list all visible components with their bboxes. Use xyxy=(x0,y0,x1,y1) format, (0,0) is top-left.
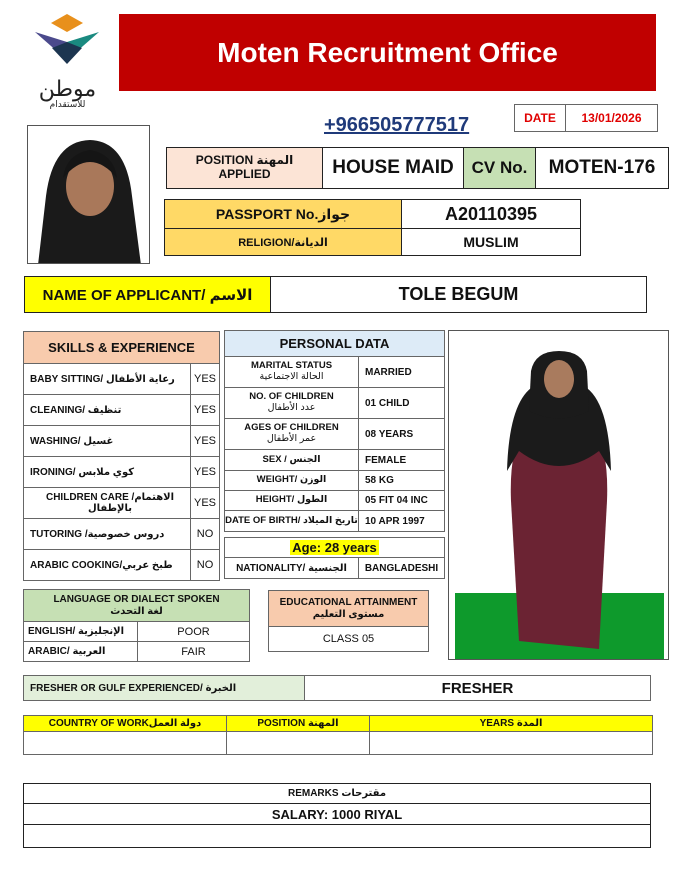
religion-value: MUSLIM xyxy=(401,228,581,256)
experience-value: FRESHER xyxy=(304,675,651,701)
personal-label: HEIGHT/ الطول xyxy=(224,490,359,511)
personal-data-title: PERSONAL DATA xyxy=(224,330,445,357)
personal-value: 01 CHILD xyxy=(358,387,445,419)
personal-label: NO. OF CHILDREN عدد الأطفال xyxy=(224,387,359,419)
skill-value: NO xyxy=(190,518,220,550)
col-years: YEARS المدة xyxy=(369,715,653,732)
name-label: NAME OF APPLICANT/ الاسم xyxy=(24,276,271,313)
logo-arabic-sub: للاستقدام xyxy=(49,99,86,109)
personal-value: 10 APR 1997 xyxy=(358,510,445,532)
personal-value: 58 KG xyxy=(358,470,445,491)
position-value: HOUSE MAID xyxy=(322,147,464,189)
language-label: ENGLISH/ الإنجليزية xyxy=(23,621,138,642)
skill-value: YES xyxy=(190,456,220,488)
language-title: LANGUAGE OR DIALECT SPOKEN لغة التحدث xyxy=(23,589,250,622)
logo-mark-icon xyxy=(30,12,105,74)
language-value: FAIR xyxy=(137,641,250,662)
language-label: ARABIC/ العربية xyxy=(23,641,138,662)
skill-label: CLEANING/ تنظيف xyxy=(23,394,191,426)
name-value: TOLE BEGUM xyxy=(270,276,647,313)
remarks-empty-row[interactable] xyxy=(23,824,651,848)
personal-value: FEMALE xyxy=(358,449,445,471)
position-label: POSITION المهنة APPLIED xyxy=(166,147,323,189)
age-cell xyxy=(224,537,445,558)
skill-label: ARABIC COOKING/طبخ عربي xyxy=(23,549,191,581)
work-years-cell[interactable] xyxy=(369,731,653,755)
cv-value: MOTEN-176 xyxy=(535,147,669,189)
skill-value: YES xyxy=(190,394,220,426)
skill-value: YES xyxy=(190,425,220,457)
education-value: CLASS 05 xyxy=(268,626,429,652)
age-value: Age: 28 years xyxy=(292,540,377,555)
logo-arabic: موطن xyxy=(38,76,97,101)
skill-value: NO xyxy=(190,549,220,581)
skill-label: BABY SITTING/ رعاية الأطفال xyxy=(23,363,191,395)
nationality-value: BANGLADESHI xyxy=(358,557,445,579)
skill-label: WASHING/ غسيل xyxy=(23,425,191,457)
religion-label: RELIGION/الديانة xyxy=(164,228,402,256)
salary-value: SALARY: 1000 RIYAL xyxy=(23,803,651,825)
personal-label: AGES OF CHILDREN عمر الأطفال xyxy=(224,418,359,450)
skill-label: CHILDREN CARE /الاهتمام بالإطفال xyxy=(23,487,191,519)
skill-label: IRONING/ كوي ملابس xyxy=(23,456,191,488)
applicant-full-body-photo xyxy=(448,330,669,660)
date-value: 13/01/2026 xyxy=(565,104,658,132)
applicant-portrait-photo xyxy=(27,125,150,264)
personal-value: MARRIED xyxy=(358,356,445,388)
work-position-cell[interactable] xyxy=(226,731,370,755)
passport-value: A20110395 xyxy=(401,199,581,229)
personal-label: WEIGHT/ الوزن xyxy=(224,470,359,491)
nationality-label: NATIONALITY/ الجنسية xyxy=(224,557,359,579)
passport-label: PASSPORT No.جواز xyxy=(164,199,402,229)
work-country-cell[interactable] xyxy=(23,731,227,755)
language-value: POOR xyxy=(137,621,250,642)
personal-value: 08 YEARS xyxy=(358,418,445,450)
remarks-title: REMARKS مقترحات xyxy=(23,783,651,804)
personal-label: SEX / الجنس xyxy=(224,449,359,471)
phone-link[interactable]: +966505777517 xyxy=(324,114,470,136)
col-country: COUNTRY OF WORKدولة العمل xyxy=(23,715,227,732)
company-logo xyxy=(30,12,105,109)
skill-label: TUTORING /دروس خصوصية xyxy=(23,518,191,550)
skill-value: YES xyxy=(190,363,220,395)
col-position: POSITION المهنة xyxy=(226,715,370,732)
education-title: EDUCATIONAL ATTAINMENT مستوى التعليم xyxy=(268,590,429,627)
experience-label: FRESHER OR GULF EXPERIENCED/ الخبرة xyxy=(23,675,305,701)
personal-label: MARITAL STATUS الحالة الاجتماعية xyxy=(224,356,359,388)
page-title: Moten Recruitment Office xyxy=(119,14,656,91)
personal-label: DATE OF BIRTH/ تاريخ الميلاد xyxy=(224,510,359,532)
date-label: DATE xyxy=(514,104,566,132)
cv-label: CV No. xyxy=(463,147,536,189)
personal-value: 05 FIT 04 INC xyxy=(358,490,445,511)
skill-value: YES xyxy=(190,487,220,519)
skills-title: SKILLS & EXPERIENCE xyxy=(23,331,220,364)
